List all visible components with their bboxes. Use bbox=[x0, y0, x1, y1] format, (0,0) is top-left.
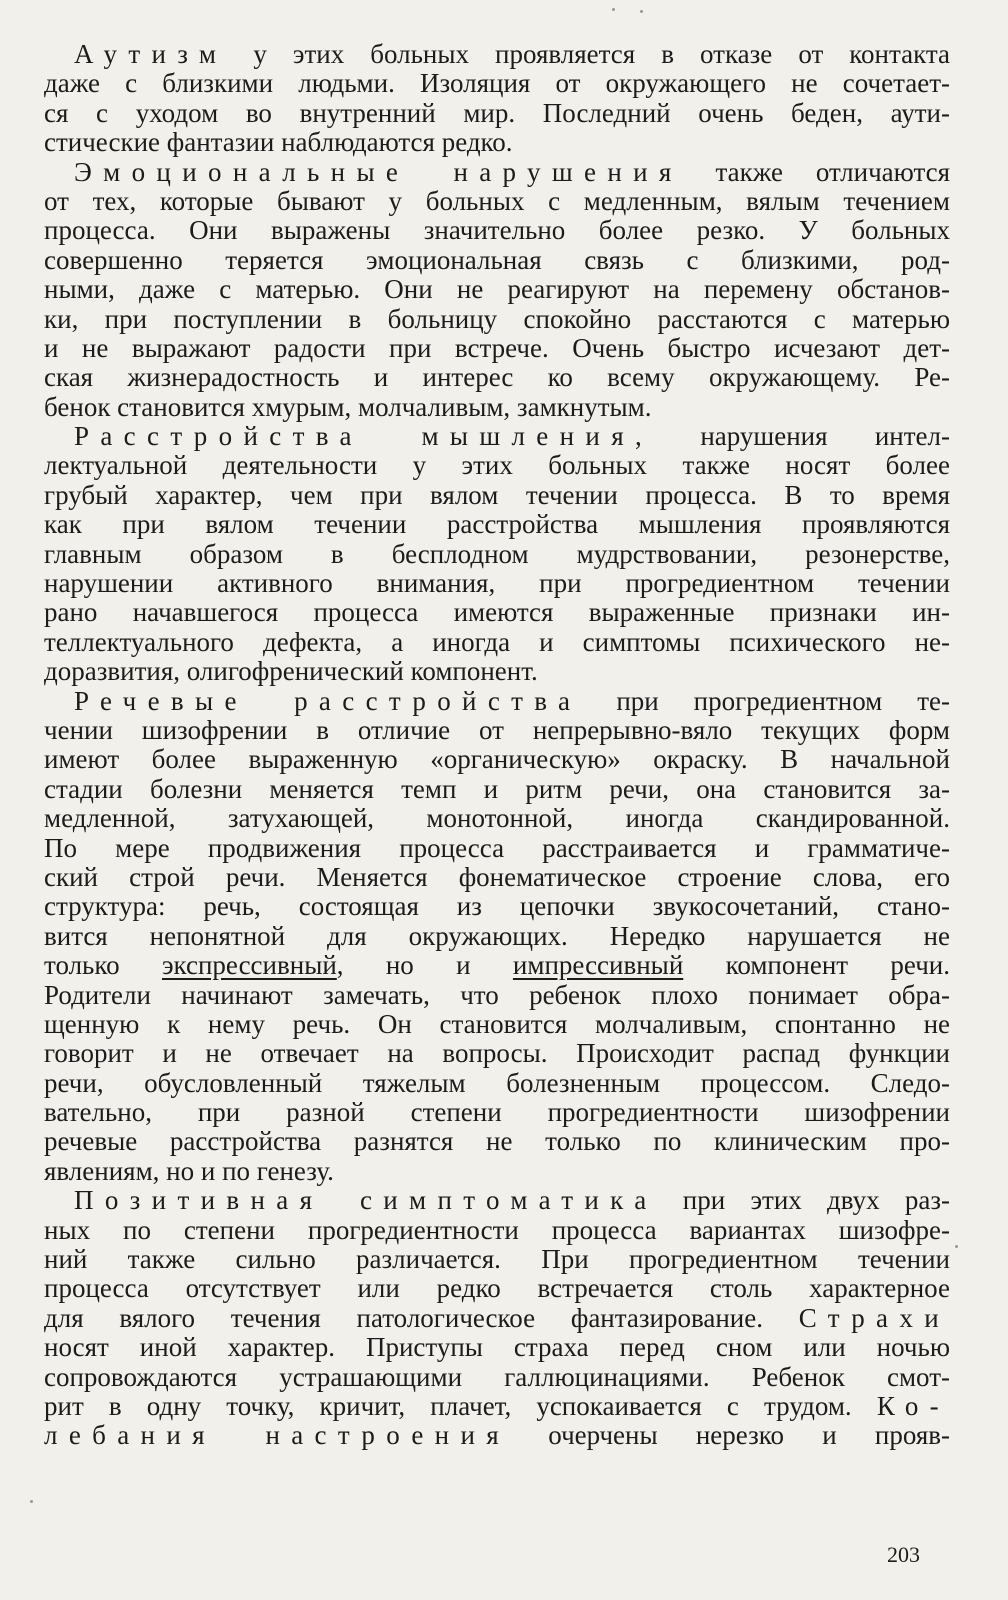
page-number: 203 bbox=[887, 1542, 920, 1567]
text-run: бенок становится хмурым, молчаливым, замкнутым. bbox=[44, 391, 652, 422]
text-line bbox=[44, 1333, 950, 1362]
text-line bbox=[44, 540, 950, 569]
text-line bbox=[44, 892, 950, 921]
text-run: речевые расстройства разнятся не только по клиническим про- bbox=[44, 1126, 950, 1157]
text-line bbox=[44, 628, 950, 657]
text-run: также отличаются bbox=[682, 156, 950, 187]
text-run: Родители начинают замечать, что ребенок плохо понимает обра- bbox=[44, 979, 950, 1010]
text-run: рано начавшегося процесса имеются выраженные признаки ин- bbox=[44, 597, 950, 628]
text-run: говорит и не отвечает на вопросы. Происходит распад функции bbox=[44, 1038, 950, 1069]
text-run: медленной, затухающей, монотонной, иногда скандированной. bbox=[44, 803, 950, 834]
text-line bbox=[44, 922, 950, 951]
text-line bbox=[44, 1363, 950, 1392]
text-run: нарушения интел- bbox=[653, 421, 950, 452]
text-line bbox=[44, 158, 950, 187]
text-line bbox=[44, 187, 950, 216]
text-run: процесса. Они выражены значительно более резко. У больных bbox=[44, 215, 950, 246]
text-run: сопровождаются устрашающими галлюцинациями. Ребенок смот- bbox=[44, 1361, 950, 1392]
text-run: вится непонятной для окружающих. Нередко нарушается не bbox=[44, 920, 950, 951]
text-run: только bbox=[44, 950, 162, 981]
spaced-term: Эмоциональные нарушения bbox=[74, 156, 683, 187]
text-line bbox=[44, 863, 950, 892]
text-line bbox=[44, 1039, 950, 1068]
ink-speck bbox=[612, 8, 615, 11]
text-run: как при вялом течении расстройства мышления проявляются bbox=[44, 509, 950, 540]
underlined-term: импрессивный bbox=[512, 950, 684, 981]
text-line bbox=[44, 422, 950, 451]
text-run: лектуальной деятельности у этих больных также носят более bbox=[44, 450, 950, 481]
text-run: совершенно теряется эмоциональная связь с близкими, род- bbox=[44, 244, 950, 275]
text-run: , но и bbox=[336, 950, 513, 981]
text-run: чении шизофрении в отличие от непрерывно-вяло текущих форм bbox=[44, 714, 950, 745]
text-run: у этих больных проявляется в отказе от контакта bbox=[227, 39, 950, 69]
body-text bbox=[44, 40, 950, 1451]
text-line bbox=[44, 128, 950, 157]
ink-speck bbox=[640, 10, 643, 13]
text-line bbox=[44, 305, 950, 334]
text-line bbox=[44, 510, 950, 539]
text-line bbox=[44, 804, 950, 833]
text-line bbox=[44, 1098, 950, 1127]
text-line bbox=[44, 481, 950, 510]
spaced-term: Аутизм bbox=[74, 39, 228, 69]
text-line bbox=[44, 1245, 950, 1274]
text-line bbox=[44, 687, 950, 716]
text-run: главным образом в бесплодном мудрствовании, резонерстве, bbox=[44, 538, 950, 569]
text-run: носят иной характер. Приступы страха перед сном или ночью bbox=[44, 1332, 950, 1363]
text-run: очерчены нерезко и прояв- bbox=[510, 1420, 951, 1451]
text-run: доразвития, олигофренический компонент. bbox=[44, 656, 538, 687]
text-run: По мере продвижения процесса расстраивается и грамматиче- bbox=[44, 832, 950, 863]
text-run: рит в одну точку, кричит, плачет, успокаивается с трудом. bbox=[44, 1390, 877, 1421]
text-line bbox=[44, 451, 950, 480]
text-line bbox=[44, 981, 950, 1010]
text-run: при прогредиентном те- bbox=[581, 685, 950, 716]
spaced-term: Расстройства мышления, bbox=[74, 421, 654, 452]
text-line bbox=[44, 363, 950, 392]
spaced-term: Речевые расстройства bbox=[74, 685, 582, 716]
text-run: и не выражают радости при встрече. Очень быстро исчезают дет- bbox=[44, 332, 950, 363]
text-run: ся с уходом во внутренний мир. Последний очень беден, аути- bbox=[44, 97, 950, 128]
text-run: речи, обусловленный тяжелым болезненным процессом. Следо- bbox=[44, 1067, 950, 1098]
text-run: структура: речь, состоящая из цепочки звукосочетаний, стано- bbox=[44, 891, 950, 922]
text-run: вательно, при разной степени прогредиентности шизофрении bbox=[44, 1097, 950, 1128]
text-run: имеют более выраженную «органическую» окраску. В начальной bbox=[44, 744, 950, 775]
text-line bbox=[44, 834, 950, 863]
text-run: от тех, которые бывают у больных с медленным, вялым течением bbox=[44, 185, 950, 216]
text-line bbox=[44, 246, 950, 275]
text-line bbox=[44, 1274, 950, 1303]
text-line bbox=[44, 1157, 950, 1186]
text-line bbox=[44, 716, 950, 745]
ink-speck bbox=[955, 1245, 958, 1248]
text-run: компонент речи. bbox=[683, 950, 950, 981]
spaced-term: Позитивная симптоматика bbox=[74, 1185, 658, 1216]
spaced-term: Страхи bbox=[798, 1302, 950, 1333]
text-run: ний также сильно различается. При прогредиентном течении bbox=[44, 1244, 950, 1275]
spaced-term: Ко- bbox=[876, 1390, 950, 1421]
text-run: грубый характер, чем при вялом течении процесса. В то время bbox=[44, 479, 950, 510]
text-line bbox=[44, 951, 950, 980]
text-line bbox=[44, 1127, 950, 1156]
text-line bbox=[44, 1069, 950, 1098]
text-run: ных по степени прогредиентности процесса вариантах шизофре- bbox=[44, 1214, 950, 1245]
text-line bbox=[44, 657, 950, 686]
text-run: ская жизнерадостность и интерес ко всему окружающему. Ре- bbox=[44, 362, 950, 393]
text-line bbox=[44, 569, 950, 598]
text-line bbox=[44, 1421, 950, 1450]
text-run: явлениям, но и по генезу. bbox=[44, 1155, 334, 1186]
text-line bbox=[44, 598, 950, 627]
text-line bbox=[44, 775, 950, 804]
text-line bbox=[44, 275, 950, 304]
text-line bbox=[44, 334, 950, 363]
ink-speck bbox=[30, 1500, 33, 1503]
text-run: нарушении активного внимания, при прогредиентном течении bbox=[44, 568, 950, 599]
text-run: даже с близкими людьми. Изоляция от окружающего не сочетает- bbox=[44, 68, 950, 99]
text-line bbox=[44, 40, 950, 69]
text-line bbox=[44, 1186, 950, 1215]
text-line bbox=[44, 1010, 950, 1039]
text-run: ки, при поступлении в больницу спокойно расстаются с матерью bbox=[44, 303, 950, 334]
text-run: ными, даже с матерью. Они не реагируют на перемену обстанов- bbox=[44, 274, 950, 305]
text-run: процесса отсутствует или редко встречается столь характерное bbox=[44, 1273, 950, 1304]
text-line bbox=[44, 745, 950, 774]
text-line bbox=[44, 1392, 950, 1421]
underlined-term: экспрессивный bbox=[161, 950, 337, 981]
spaced-term: лебания настроения bbox=[44, 1420, 511, 1451]
text-run: теллектуального дефекта, а иногда и симптомы психического не- bbox=[44, 626, 950, 657]
text-run: стические фантазии наблюдаются редко. bbox=[44, 127, 513, 158]
text-run: для вялого течения патологическое фантазирование. bbox=[44, 1302, 799, 1333]
text-line bbox=[44, 69, 950, 98]
text-run: стадии болезни меняется темп и ритм речи, она становится за- bbox=[44, 773, 950, 804]
text-line bbox=[44, 216, 950, 245]
text-line bbox=[44, 1216, 950, 1245]
text-run: при этих двух раз- bbox=[657, 1185, 950, 1216]
text-line bbox=[44, 1304, 950, 1333]
text-run: ский строй речи. Меняется фонематическое строение слова, его bbox=[44, 861, 950, 892]
text-run: щенную к нему речь. Он становится молчаливым, спонтанно не bbox=[44, 1008, 950, 1039]
text-line bbox=[44, 99, 950, 128]
text-line bbox=[44, 393, 950, 422]
